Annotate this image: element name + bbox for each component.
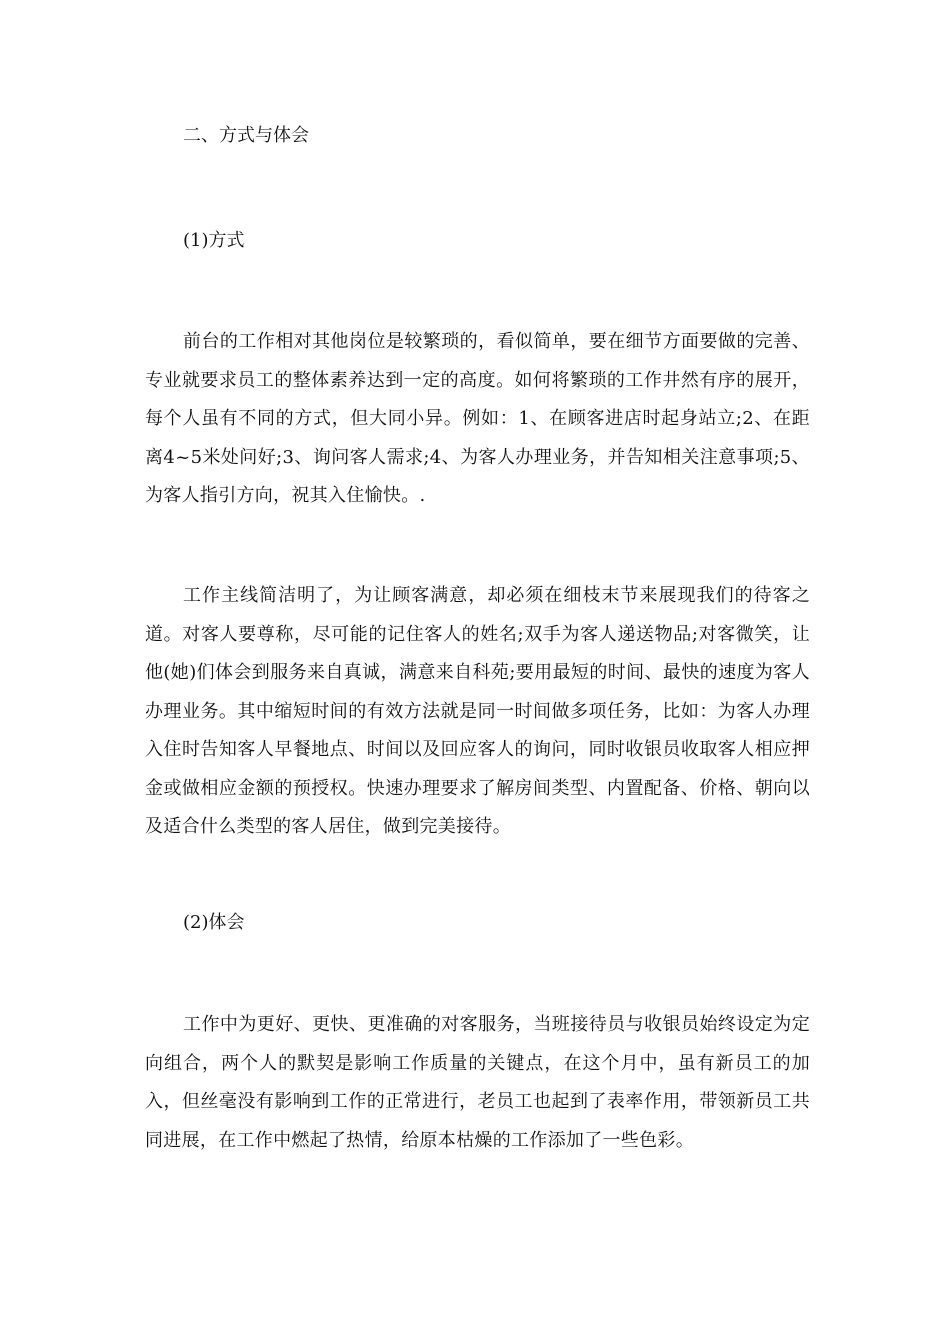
paragraph-experience: 工作中为更好、更快、更准确的对客服务，当班接待员与收银员始终设定为定向组合，两个人的默契是影响工作质量的关键点，在这个月中，虽有新员工的加入，但丝毫没有影响到工作的正常进行，老员工也起到了表率作用，带领新员工共同进展，在工作中燃起了热情，给原本枯燥的工作添加了一些色彩。 xyxy=(145,1014,810,1151)
paragraph-methods-steps: 前台的工作相对其他岗位是较繁琐的，看似简单，要在细节方面要做的完善、专业就要求员工的整体素养达到一定的高度。如何将繁琐的工作井然有序的展开，每个人虽有不同的方式，但大同小异。例如：1、在顾客进店时起身站立;2、在距离4~5米处问好;3、询问客人需求;4、为客人办理业务，并告知相关注意事项;5、为客人指引方向，祝其入住愉快。. xyxy=(145,331,810,506)
paragraph-service-details: 工作主线简洁明了，为让顾客满意，却必须在细枝末节来展现我们的待客之道。对客人要尊称，尽可能的记住客人的姓名;双手为客人递送物品;对客微笑，让他(她)们体会到服务来自真诚，满意来自科苑;要用最短的时间、最快的速度为客人办理业务。其中缩短时间的有效方法就是同一时间做多项任务，比如：为客人办理入住时告知客人早餐地点、时间以及回应客人的询问，同时收银员收取客人相应押金或做相应金额的预授权。快速办理要求了解房间类型、内置配备、价格、朝向以及适合什么类型的客人居住，做到完美接待。 xyxy=(145,585,810,837)
section-title: 二、方式与体会 xyxy=(183,125,309,146)
subsection-title-methods: (1)方式 xyxy=(183,230,245,251)
subsection-title-experience: (2)体会 xyxy=(183,912,245,933)
